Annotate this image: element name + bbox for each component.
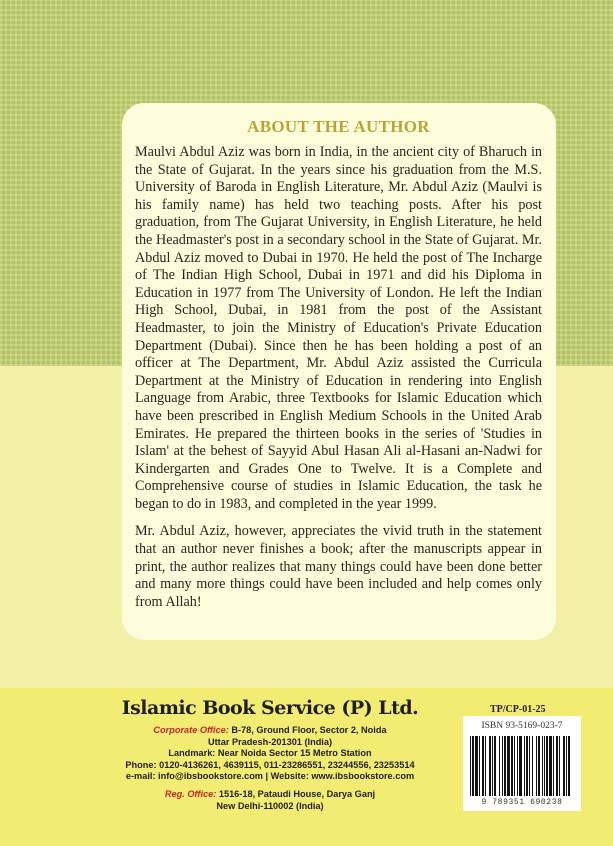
phone-line: Phone: 0120-4136261, 4639115, 011-23286551, 23244556, 23253514 <box>125 759 415 770</box>
author-bio-paragraph: Maulvi Abdul Aziz was born in India, in the ancient city of Bharuch in the State of Gujarat. In the years since his graduation from the M.S. University of Baroda in English Literature, Mr. Abdul Aziz (Maulvi is his family name) has held two teaching posts. After his post graduation, from The Gujarat University, in English Literature, he held the Headmaster's post in a secondary school in the State of Gujarat. Mr. Abdul Aziz moved to Dubai in 1970. He held the post of The Incharge of The Indian High School, Dubai in 1971 and did his Diploma in Education in 1977 from The University of London. He left the Indian High School, Dubai, in 1981 from the post of the Assistant Headmaster, to join the Ministry of Education's Private Education Department (Dubai). Since then he has been holding a post of an officer at The Department, Mr. Abdul Aziz assisted the Curricula Department at the Ministry of Education in rendering into English Language from Arabic, three Textbooks for Islamic Education which have been prescribed in English Medium Schools in the United Arab Emirates. He prepared the thirteen books in the series of 'Studies in Islam' at the behest of Sayyid Abul Hasan Ali al-Hasani an-Nadwi for Kindergarten and Grades One to Twelve. It is a Complete and Comprehensive course of studies in Islamic Education, the task he began to do in 1983, and completed in the year 1999. <box>135 144 542 512</box>
isbn-barcode <box>463 716 581 811</box>
about-author-title: ABOUT THE AUTHOR <box>247 117 430 136</box>
barcode-icon <box>468 736 576 798</box>
author-closing-paragraph: Mr. Abdul Aziz, however, appreciates the vivid truth in the statement that an author never finishes a book; after the manuscripts appear in print, the author realizes that many things could have been done better and many more things could have been included and help comes only from Allah! <box>135 523 542 610</box>
registered-office-line <box>90 789 450 801</box>
isbn-label: ISBN 93-5169-023-7 <box>481 721 563 731</box>
barcode-digits: 9 789351 690238 <box>481 798 563 807</box>
landmark-line: Landmark: Near Noida Sector 15 Metro Station <box>168 748 372 759</box>
corporate-office-label: Corporate Office: <box>153 725 229 735</box>
corporate-office-address: B-78, Ground Floor, Sector 2, Noida <box>228 725 387 735</box>
registered-office-city: New Delhi-110002 (India) <box>216 800 324 811</box>
publisher-name: Islamic Book Service (P) Ltd. <box>121 697 419 719</box>
about-author-card <box>122 103 556 640</box>
corporate-office-line <box>90 725 450 737</box>
registered-office-label: Reg. Office: <box>164 788 217 799</box>
catalog-code: TP/CP-01-25 <box>490 704 546 715</box>
registered-office-address: 1516-18, Pataudi House, Darya Ganj <box>216 788 376 799</box>
corporate-office-city: Uttar Pradesh-201301 (India) <box>207 736 333 747</box>
publisher-block <box>90 696 450 812</box>
email-website-line: e-mail: info@ibsbookstore.com | Website: www.ibsbookstore.com <box>125 771 415 782</box>
